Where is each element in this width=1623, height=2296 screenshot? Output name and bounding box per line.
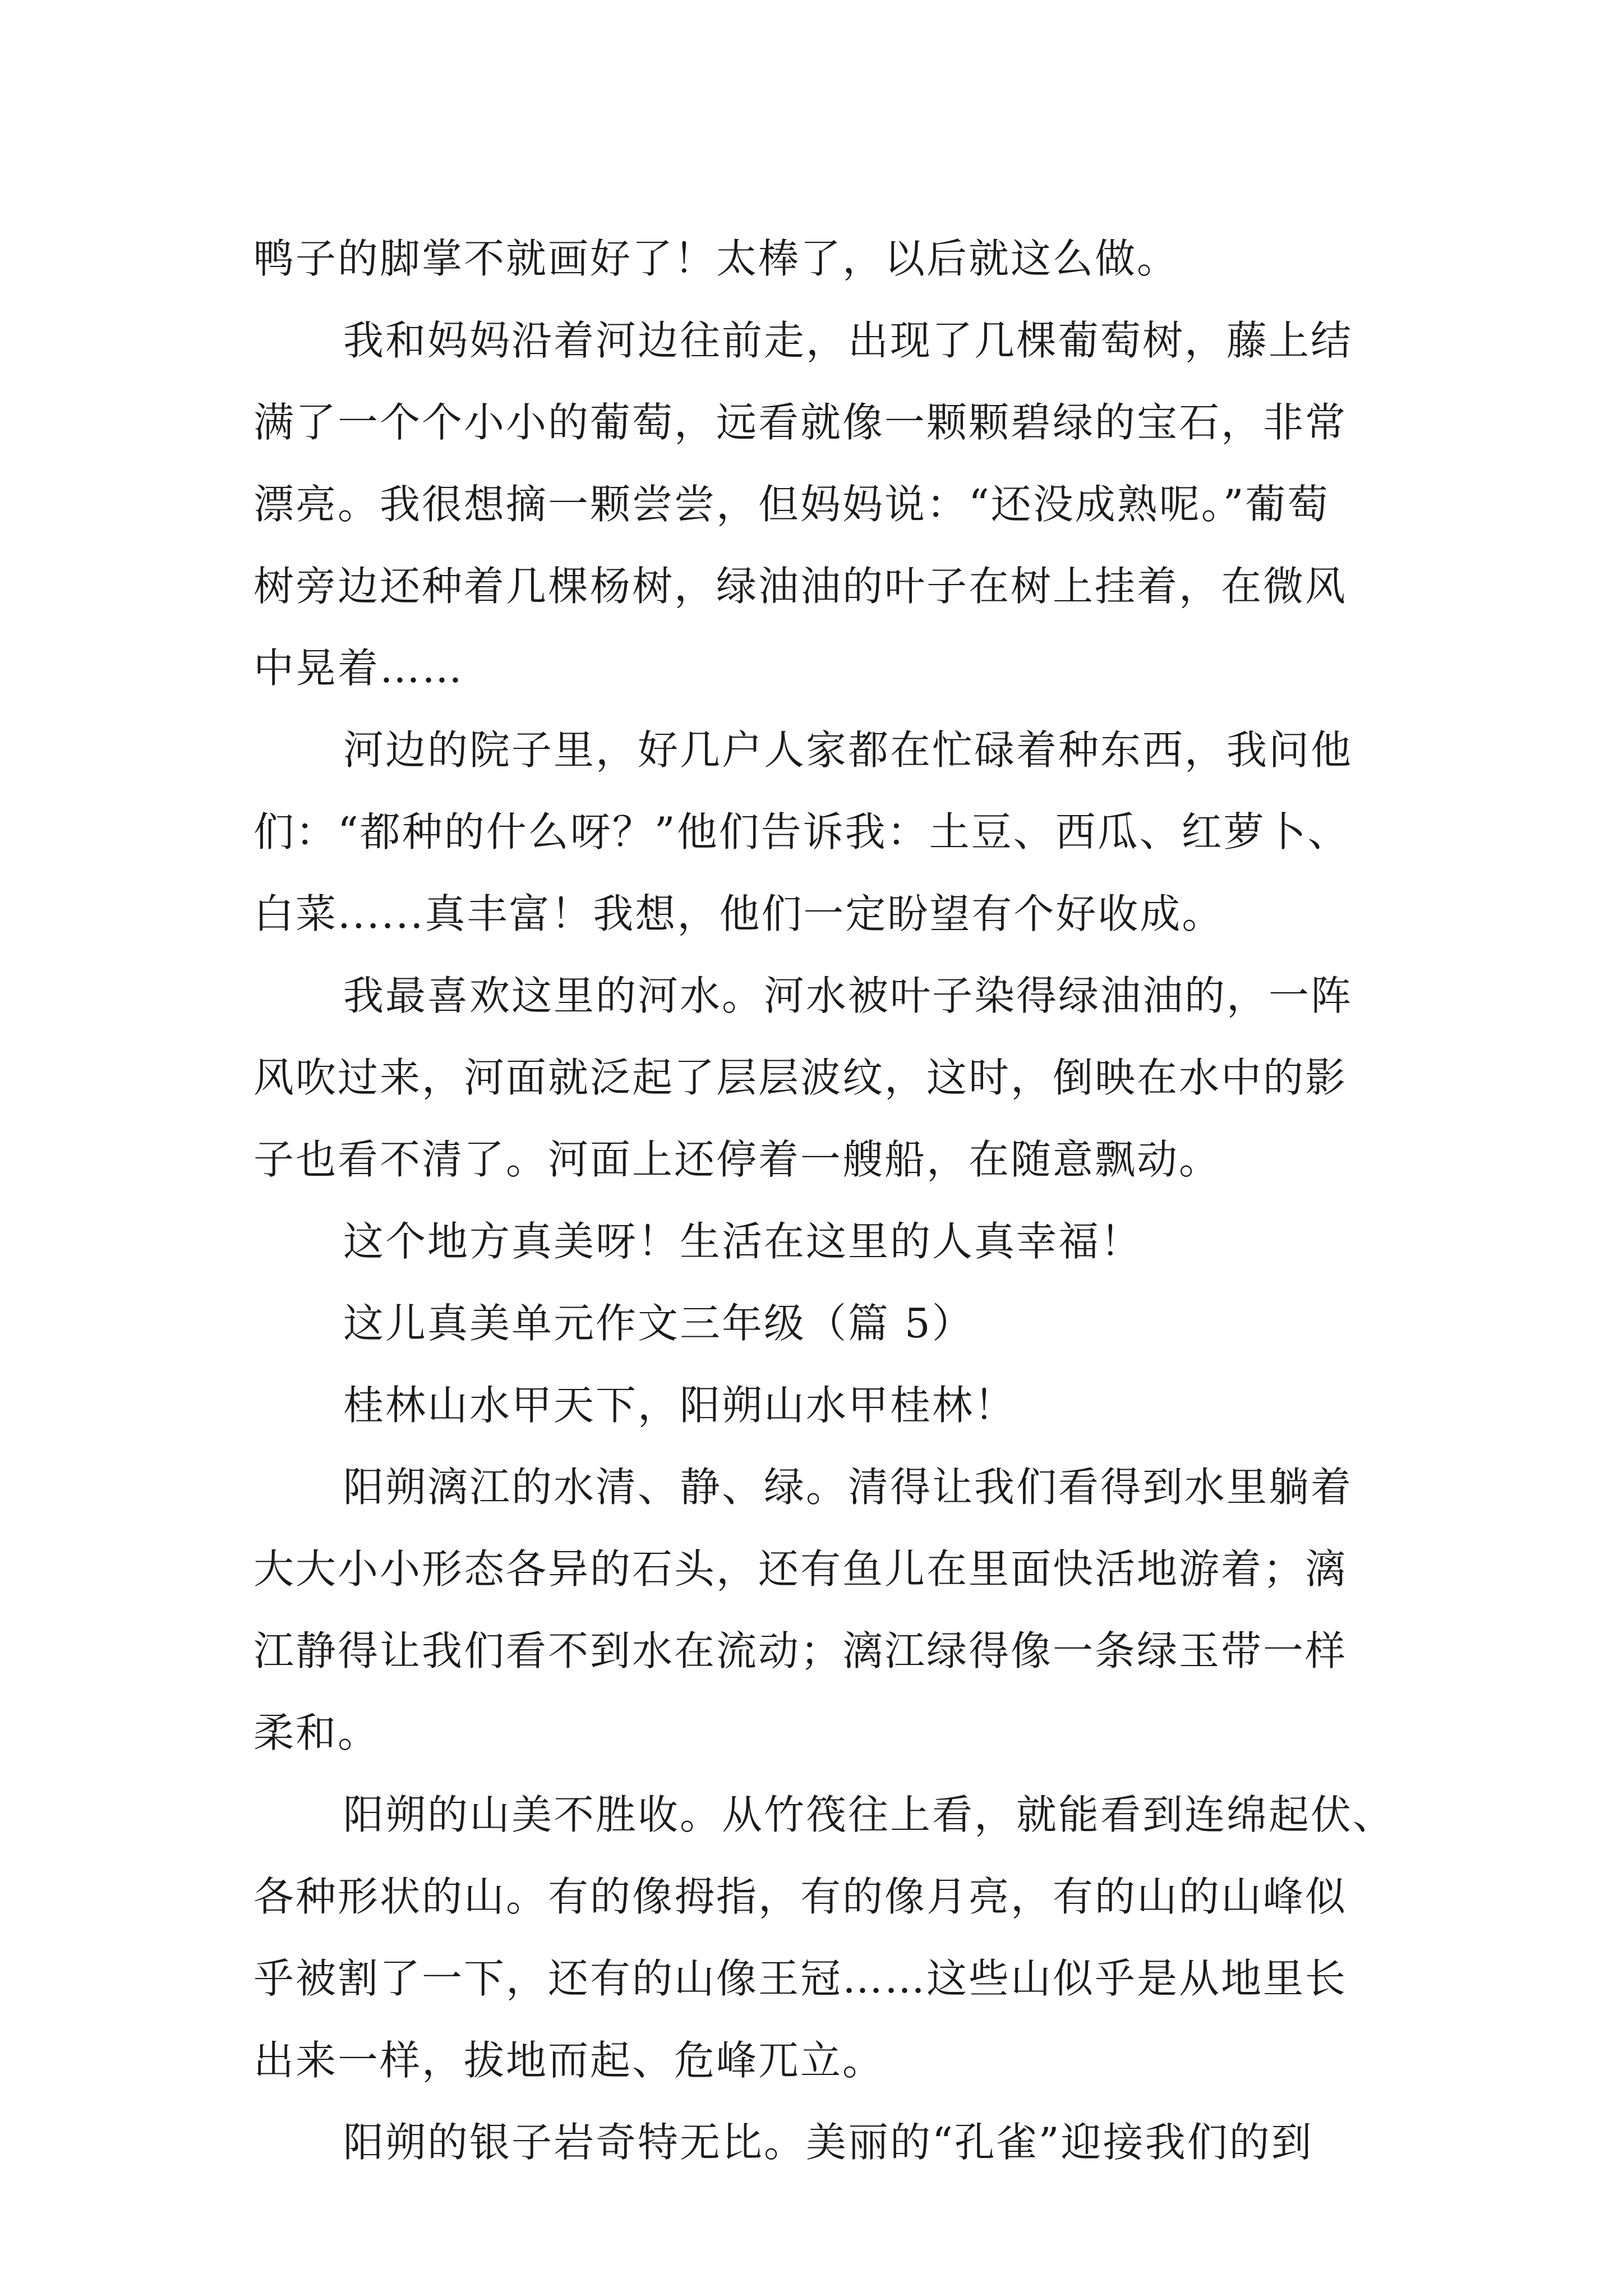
text-line: 江静得让我们看不到水在流动；漓江绿得像一条绿玉带一样 xyxy=(253,1627,1348,1674)
text-line: 漂亮。我很想摘一颗尝尝，但妈妈说：“还没成熟呢。”葡萄 xyxy=(253,481,1330,528)
text-line: 柔和。 xyxy=(253,1709,380,1756)
text-line: 阳朔的山美不胜收。从竹筏往上看，就能看到连绵起伏、 xyxy=(343,1791,1395,1838)
section-heading: 这儿真美单元作文三年级（篇 5） xyxy=(343,1300,974,1347)
text-line: 我最喜欢这里的河水。河水被叶子染得绿油油的，一阵 xyxy=(343,972,1353,1019)
text-line: 我和妈妈沿着河边往前走，出现了几棵葡萄树，藤上结 xyxy=(343,317,1353,364)
text-line: 树旁边还种着几棵杨树，绿油油的叶子在树上挂着，在微风 xyxy=(253,563,1348,610)
text-line: 鸭子的脚掌不就画好了！太棒了，以后就这么做。 xyxy=(253,235,1179,282)
text-line: 们：“都种的什么呀？”他们告诉我：土豆、西瓜、红萝卜、 xyxy=(253,808,1350,855)
text-line: 风吹过来，河面就泛起了层层波纹，这时，倒映在水中的影 xyxy=(253,1054,1348,1101)
text-line: 满了一个个小小的葡萄，远看就像一颗颗碧绿的宝石，非常 xyxy=(253,399,1348,446)
body-text xyxy=(253,218,1395,2183)
text-line: 阳朔漓江的水清、静、绿。清得让我们看得到水里躺着 xyxy=(343,1464,1353,1511)
text-line: 乎被割了一下，还有的山像王冠……这些山似乎是从地里长 xyxy=(253,1955,1348,2002)
text-line: 出来一样，拔地而起、危峰兀立。 xyxy=(253,2037,885,2084)
text-line: 中晃着…… xyxy=(253,645,464,692)
text-line: 大大小小形态各异的石头，还有鱼儿在里面快活地游着；漓 xyxy=(253,1545,1348,1593)
text-line: 桂林山水甲天下，阳朔山水甲桂林！ xyxy=(343,1382,1017,1429)
text-line: 白菜......真丰富！我想，他们一定盼望有个好收成。 xyxy=(253,890,1224,937)
text-line: 这个地方真美呀！生活在这里的人真幸福！ xyxy=(343,1218,1143,1265)
text-line: 子也看不清了。河面上还停着一艘船，在随意飘动。 xyxy=(253,1136,1221,1183)
text-line: 各种形状的山。有的像拇指，有的像月亮，有的山的山峰似 xyxy=(253,1873,1348,1920)
text-line: 阳朔的银子岩奇特无比。美丽的“孔雀”迎接我们的到 xyxy=(343,2119,1313,2166)
text-line: 河边的院子里，好几户人家都在忙碌着种东西，我问他 xyxy=(343,726,1353,774)
